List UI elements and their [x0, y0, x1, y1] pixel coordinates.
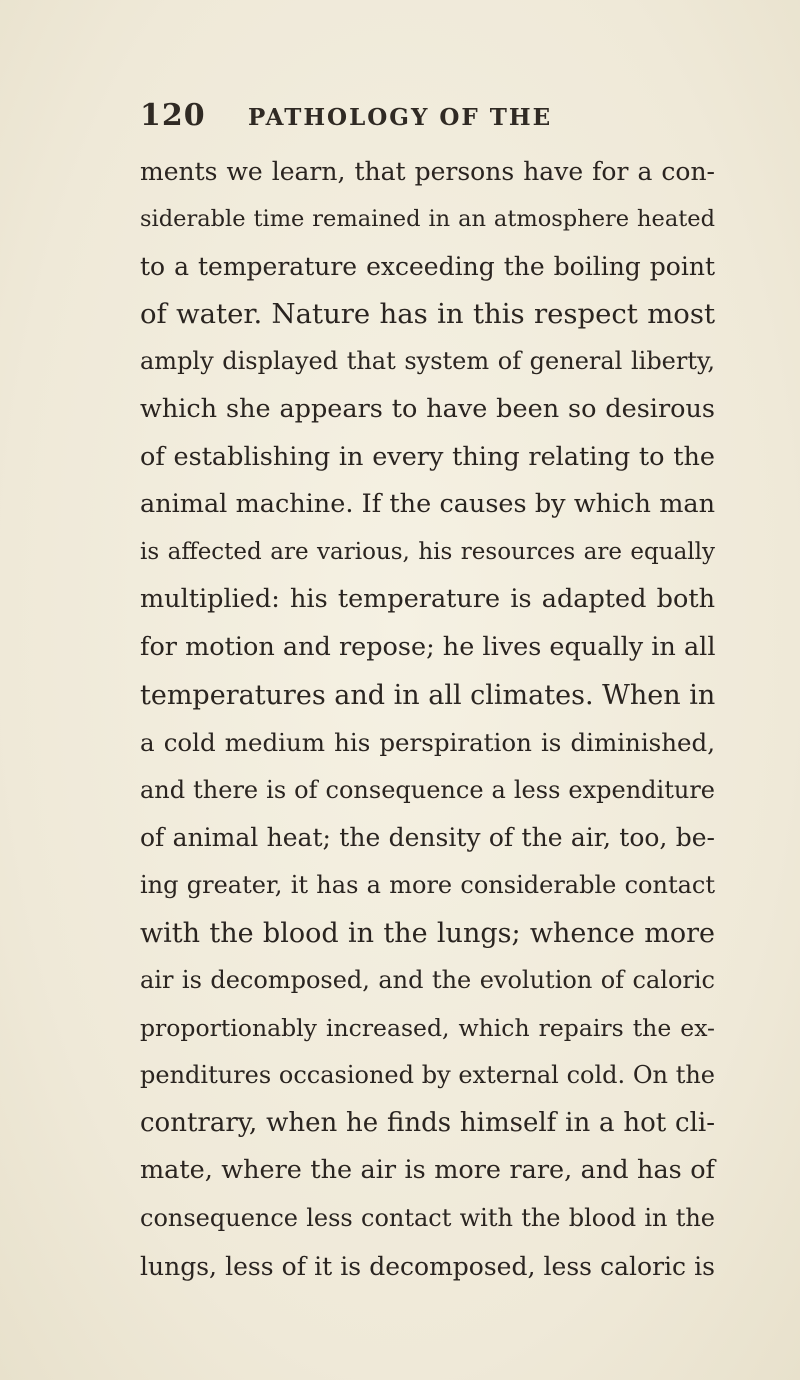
page-number: 120	[140, 98, 206, 133]
text-line: contrary, when he finds himself in a hot cli-	[140, 1107, 715, 1138]
page-header	[140, 98, 700, 138]
text-line: siderable time remained in an atmosphere heated	[140, 205, 715, 232]
text-line: which she appears to have been so desirous	[140, 393, 715, 424]
text-line: multiplied: his temperature is adapted both	[140, 584, 715, 615]
text-line: penditures occasioned by external cold. On the	[140, 1061, 715, 1090]
text-line: for motion and repose; he lives equally in all	[140, 631, 716, 662]
text-line: and there is of consequence a less expenditure	[140, 775, 715, 804]
text-line: of establishing in every thing relating to the	[140, 441, 715, 472]
text-line: amply displayed that system of general liberty,	[140, 347, 715, 376]
text-line: of water. Nature has in this respect most	[140, 297, 715, 330]
text-line: of animal heat; the density of the air, too, be-	[140, 823, 715, 853]
text-line: lungs, less of it is decomposed, less caloric is	[140, 1251, 715, 1281]
text-line: ing greater, it has a more considerable contact	[140, 870, 715, 899]
text-line: mate, where the air is more rare, and has of	[140, 1155, 715, 1186]
text-line: is affected are various, his resources are equally	[140, 538, 715, 565]
text-line: to a temperature exceeding the boiling point	[140, 252, 715, 282]
text-line: air is decomposed, and the evolution of caloric	[140, 966, 715, 995]
running-head: PATHOLOGY OF THE	[248, 104, 553, 131]
text-line: proportionably increased, which repairs the ex-	[140, 1013, 715, 1042]
text-line: consequence less contact with the blood in the	[140, 1204, 715, 1233]
text-line: a cold medium his perspiration is diminished,	[140, 728, 715, 758]
body-text	[140, 148, 715, 1290]
text-line: ments we learn, that persons have for a con-	[140, 157, 715, 186]
text-line: temperatures and in all climates. When in	[140, 679, 716, 711]
text-line: animal machine. If the causes by which man	[140, 489, 715, 520]
text-line: with the blood in the lungs; whence more	[140, 917, 715, 949]
